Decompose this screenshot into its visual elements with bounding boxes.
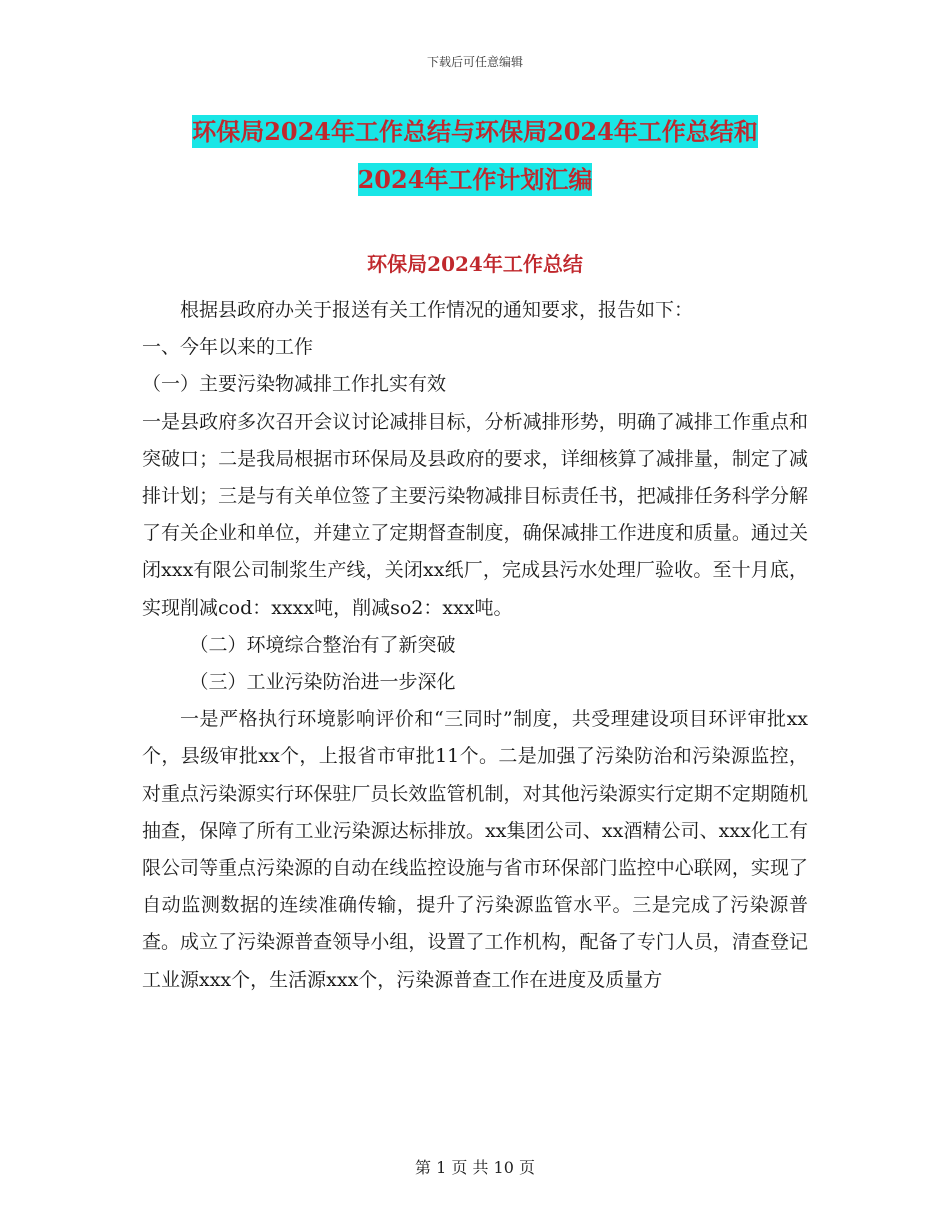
paragraph-emission: 一是县政府多次召开会议讨论减排目标，分析减排形势，明确了减排工作重点和突破口；二是我局根据市环保局及县政府的要求，详细核算了减排量，制定了减排计划；三是与有关单位签了主要污染物减排目标责任书，把减排任务科学分解了有关企业和单位，并建立了定期督查制度，确保减排工作进度和质量。通过关闭xxx有限公司制浆生产线，关闭xx纸厂，完成县污水处理厂验收。至十月底，实现削减cod：xxxx吨，削减so2：xxx吨。 [142,410,808,619]
main-title [150,108,800,204]
header-note: 下载后可任意编辑 [426,55,523,69]
section-title: 环保局2024年工作总结 [367,252,583,276]
heading-sub3: （三）工业污染防治进一步深化 [189,671,456,694]
paragraph-industrial: 一是严格执行环境影响评价和“三同时”制度，共受理建设项目环评审批xx个，县级审批xx个，上报省市审批11个。二是加强了污染防治和污染源监控，对重点污染源实行环保驻厂员长效监管机制，对其他污染源实行定期不定期随机抽查，保障了所有工业污染源达标排放。xx集团公司、xx酒精公司、xxx化工有限公司等重点污染源的自动在线监控设施与省市环保部门监控中心联网，实现了自动监测数据的连续准确传输，提升了污染源监管水平。三是完成了污染源普查。成立了污染源普查领导小组，设置了工作机构，配备了专门人员，清查登记工业源xxx个，生活源xxx个，污染源普查工作在进度及质量方 [142,708,808,991]
main-title-line1: 环保局2024年工作总结与环保局2024年工作总结和 [192,117,758,146]
page-number: 第 1 页 共 10 页 [415,1158,535,1177]
heading-sub1: （一）主要污染物减排工作扎实有效 [142,373,447,396]
heading-sub2: （二）环境综合整治有了新突破 [189,633,456,656]
paragraph-intro: 根据县政府办关于报送有关工作情况的通知要求，报告如下： [180,299,694,321]
body-text [142,292,808,999]
heading-level1: 一、今年以来的工作 [142,336,314,359]
main-title-line2: 2024年工作计划汇编 [357,165,593,194]
